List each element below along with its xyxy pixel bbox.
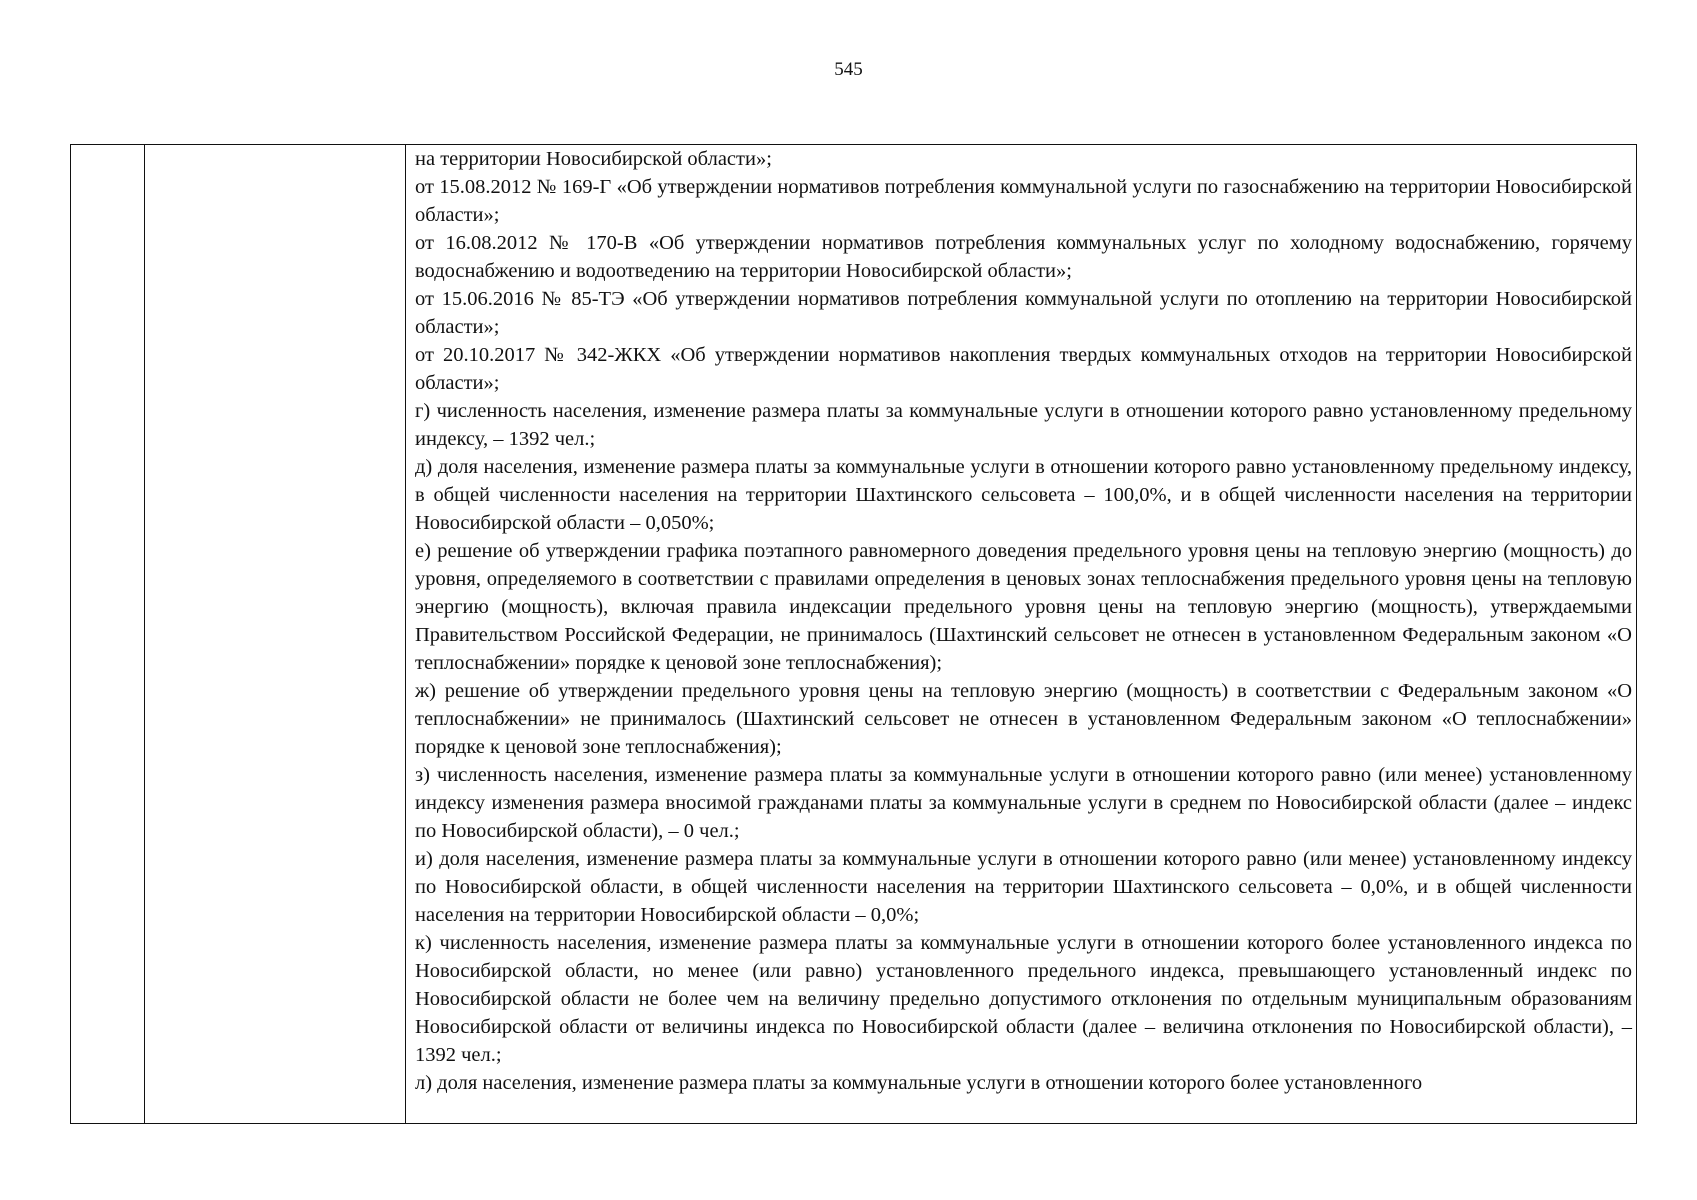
paragraph-territory-end: на территории Новосибирской области»; (415, 148, 772, 170)
table-cell-name (145, 145, 406, 1123)
paragraph-item-d: д) доля населения, изменение размера платы за коммунальные услуги в отношении которого равно установленному предельному индексу, в общей численности населения на территории Шахтинского сельсовета – 100,0%, и в общей численности населения на территории Новосибирской области – 0,050%; (415, 456, 1632, 534)
document-table (70, 144, 1637, 1124)
paragraph-item-z: з) численность населения, изменение размера платы за коммунальные услуги в отношении которого равно (или менее) установленному индексу изменения размера вносимой гражданами платы за коммунальные услуги в среднем по Новосибирской области (далее – индекс по Новосибирской области), – 0 чел.; (415, 764, 1632, 842)
paragraph-gas-normative: от 15.08.2012 № 169-Г «Об утверждении нормативов потребления коммунальной услуги по газоснабжению на территории Новосибирской области»; (415, 176, 1632, 226)
paragraph-item-zh: ж) решение об утверждении предельного уровня цены на тепловую энергию (мощность) в соответствии с Федеральным законом «О теплоснабжении» не принималось (Шахтинский сельсовет не отнесен в установленном Федеральным законом «О теплоснабжении» порядке к ценовой зоне теплоснабжения); (415, 680, 1632, 758)
paragraph-waste-normative: от 20.10.2017 № 342-ЖКХ «Об утверждении нормативов накопления твердых коммунальных отходов на территории Новосибирской области»; (415, 344, 1632, 394)
paragraph-item-k: к) численность населения, изменение размера платы за коммунальные услуги в отношении которого более установленного индекса по Новосибирской области, но менее (или равно) установленного предельного индекса, превышающего установленный индекс по Новосибирской области не более чем на величину предельно допустимого отклонения по отдельным муниципальным образованиям Новосибирской области от величины индекса по Новосибирской области (далее – величина отклонения по Новосибирской области), – 1392 чел.; (415, 932, 1632, 1066)
paragraph-item-l: л) доля населения, изменение размера платы за коммунальные услуги в отношении которого более установленного (415, 1072, 1423, 1094)
paragraph-item-i: и) доля населения, изменение размера платы за коммунальные услуги в отношении которого равно (или менее) установленному индексу по Новосибирской области, в общей численности населения на территории Шахтинского сельсовета – 0,0%, и в общей численности населения на территории Новосибирской области – 0,0%; (415, 848, 1632, 926)
paragraph-heating-normative: от 15.06.2016 № 85-ТЭ «Об утверждении нормативов потребления коммунальной услуги по отоплению на территории Новосибирской области»; (415, 288, 1632, 338)
page-number: 545 (834, 59, 863, 80)
paragraph-water-normative: от 16.08.2012 № 170-В «Об утверждении нормативов потребления коммунальных услуг по холодному водоснабжению, горячему водоснабжению и водоотведению на территории Новосибирской области»; (415, 232, 1632, 282)
paragraph-item-e: е) решение об утверждении графика поэтапного равномерного доведения предельного уровня цены на тепловую энергию (мощность) до уровня, определяемого в соответствии с правилами определения в ценовых зонах теплоснабжения предельного уровня цены на тепловую энергию (мощность), включая правила индексации предельного уровня цены на тепловую энергию (мощность), утверждаемыми Правительством Российской Федерации, не принималось (Шахтинский сельсовет не отнесен в установленном Федеральным законом «О теплоснабжении» порядке к ценовой зоне теплоснабжения); (415, 540, 1632, 674)
paragraph-item-g: г) численность населения, изменение размера платы за коммунальные услуги в отношении которого равно установленному предельному индексу, – 1392 чел.; (415, 400, 1632, 450)
table-cell-content (406, 145, 1636, 1123)
table-cell-number (71, 145, 145, 1123)
